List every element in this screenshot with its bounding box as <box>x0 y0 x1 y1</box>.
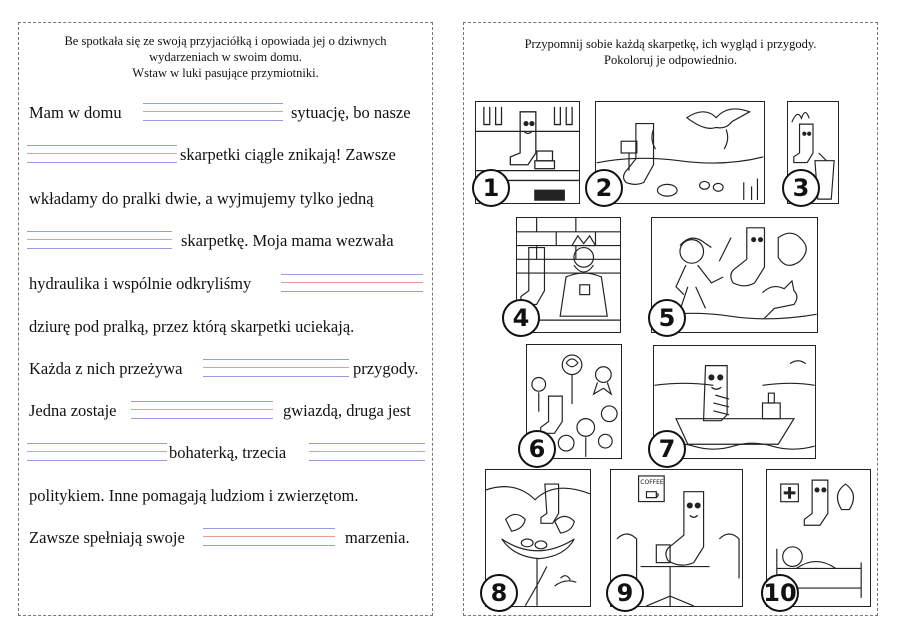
story-text: politykiem. Inne pomagają ludziom i zwierzętom. <box>29 486 359 505</box>
answer-blank-8[interactable] <box>309 443 425 461</box>
instructions <box>464 36 877 68</box>
answer-blank-7[interactable] <box>27 443 167 461</box>
story-text: Zawsze spełniają swoje <box>29 528 185 547</box>
story-text: bohaterką, trzecia <box>169 443 287 462</box>
story-text: Każda z nich przeżywa <box>29 359 183 378</box>
picture-number: 5 <box>648 299 686 337</box>
answer-blank-3[interactable] <box>27 231 172 249</box>
instruction-line: Wstaw w luki pasujące przymiotniki. <box>132 66 319 80</box>
picture-number: 4 <box>502 299 540 337</box>
picture-number: 8 <box>480 574 518 612</box>
picture-number: 3 <box>782 169 820 207</box>
story-text: Mam w domu <box>29 103 122 122</box>
story-text: marzenia. <box>345 528 410 547</box>
picture-number: 9 <box>606 574 644 612</box>
story-text: skarpetkę. Moja mama wezwała <box>181 231 394 250</box>
story-text: sytuację, bo nasze <box>291 103 411 122</box>
picture-number: 1 <box>472 169 510 207</box>
instructions <box>19 33 432 81</box>
answer-blank-2[interactable] <box>27 145 177 163</box>
story-text: przygody. <box>353 359 419 378</box>
story-text: skarpetki ciągle znikają! Zawsze <box>180 145 396 164</box>
story-text: hydraulika i wspólnie odkryliśmy <box>29 274 252 293</box>
instruction-line: Przypomnij sobie każdą skarpetkę, ich wygląd i przygody. <box>524 37 817 51</box>
instruction-line: Be spotkała się ze swoją przyjaciółką i opowiada jej o dziwnych <box>64 34 387 48</box>
picture-number: 2 <box>585 169 623 207</box>
instruction-line: Pokoloruj je odpowiednio. <box>604 53 737 67</box>
story-text: gwiazdą, druga jest <box>283 401 411 420</box>
answer-blank-5[interactable] <box>203 359 349 377</box>
answer-blank-9[interactable] <box>203 528 335 546</box>
story-text: dziurę pod pralką, przez którą skarpetki uciekają. <box>29 317 355 336</box>
picture-number: 6 <box>518 430 556 468</box>
answer-blank-4[interactable] <box>281 274 423 292</box>
picture-number: 10 <box>761 574 799 612</box>
instruction-line: wydarzeniach w swoim domu. <box>149 50 302 64</box>
coloring-page <box>463 22 878 616</box>
story-text: Jedna zostaje <box>29 401 117 420</box>
cafe-sign-text: COFFEE <box>640 479 664 486</box>
answer-blank-1[interactable] <box>143 103 283 121</box>
story-text: wkładamy do pralki dwie, a wyjmujemy tylko jedną <box>29 189 374 208</box>
picture-number: 7 <box>648 430 686 468</box>
fill-in-worksheet <box>18 22 433 616</box>
answer-blank-6[interactable] <box>131 401 273 419</box>
